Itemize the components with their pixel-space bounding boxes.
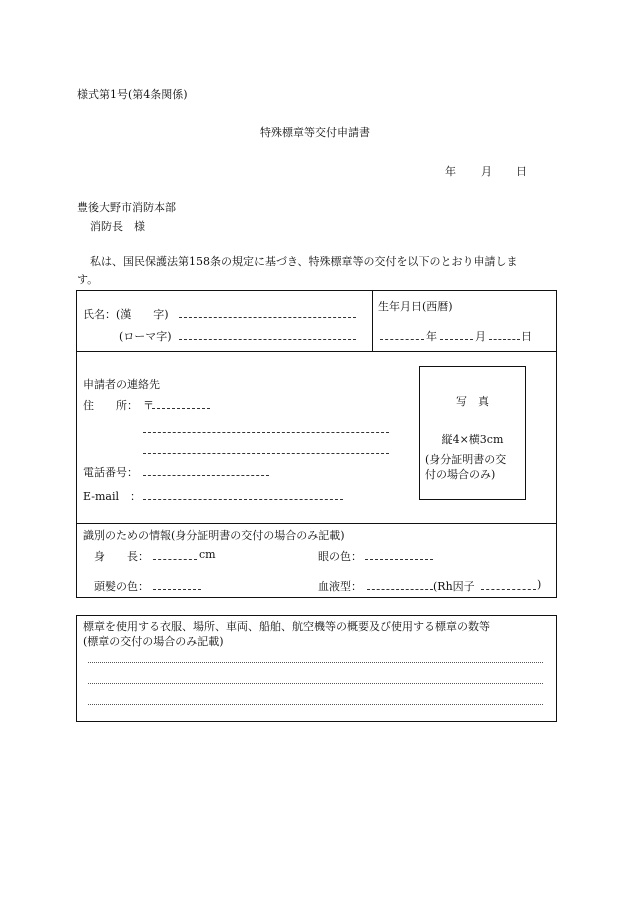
postal-code-field[interactable]: [152, 397, 210, 409]
birth-year-field[interactable]: [380, 328, 424, 340]
postal-mark: 〒: [143, 399, 154, 412]
birthdate-label: 生年月日(西暦): [378, 300, 453, 313]
photo-title: 写 真: [456, 395, 489, 408]
email-label: E-mail ：: [83, 490, 141, 503]
blood-type-label: 血液型：: [318, 580, 362, 593]
height-label: 身 長：: [94, 550, 149, 563]
intro-text-line1: 私は、国民保護法第158条の規定に基づき、特殊標章等の交付を以下のとおり申請しま: [90, 255, 518, 268]
emblem-usage-heading: 標章を使用する衣服、場所、車両、船舶、航空機等の概要及び使用する標章の数等: [83, 620, 490, 633]
hair-color-label: 頭髪の色：: [94, 580, 149, 593]
birth-month-field[interactable]: [440, 328, 473, 340]
blood-type-field[interactable]: [367, 578, 433, 590]
divider-line: [76, 523, 557, 524]
divider-line: [76, 351, 557, 352]
date-day: 日: [516, 165, 527, 178]
birth-day-unit: 日: [521, 330, 532, 343]
birth-month-unit: 月: [475, 330, 486, 343]
rh-factor-field[interactable]: [481, 578, 536, 590]
document-title: 特殊標章等交付申請書: [260, 126, 370, 139]
date-year: 年: [445, 165, 456, 178]
address-label: 住 所：: [83, 399, 138, 412]
intro-text-line2: す。: [77, 273, 99, 286]
emblem-usage-line[interactable]: [88, 662, 543, 663]
photo-note-line1: (身分証明書の交: [425, 453, 507, 466]
name-kanji-label: 氏名：(漢 字): [83, 308, 169, 321]
rh-factor-label: (Rh因子: [433, 580, 475, 593]
address-field-line1[interactable]: [143, 421, 389, 433]
identification-heading: 識別のための情報(身分証明書の交付の場合のみ記載): [83, 529, 345, 542]
emblem-usage-subheading: (標章の交付の場合のみ記載): [83, 635, 224, 648]
photo-note-line2: 付の場合のみ): [425, 468, 496, 481]
name-kanji-field[interactable]: [179, 306, 356, 318]
height-field[interactable]: [153, 548, 197, 560]
eye-color-field[interactable]: [365, 548, 433, 560]
eye-color-label: 眼の色：: [318, 550, 362, 563]
date-month: 月: [481, 165, 492, 178]
birth-day-field[interactable]: [489, 328, 520, 340]
photo-size: 縦4×横3cm: [441, 433, 504, 446]
emblem-usage-line[interactable]: [88, 683, 543, 684]
name-romaji-field[interactable]: [179, 328, 356, 340]
name-romaji-label: (ローマ字): [119, 330, 172, 343]
form-number: 様式第1号(第4条関係): [77, 88, 188, 101]
address-field-line2[interactable]: [143, 442, 389, 454]
addressee-person: 消防長 様: [90, 220, 145, 233]
rh-factor-close: ): [537, 578, 542, 591]
emblem-usage-line[interactable]: [88, 704, 543, 705]
hair-color-field[interactable]: [153, 578, 201, 590]
height-unit: cm: [199, 548, 216, 561]
email-field[interactable]: [143, 488, 343, 500]
birth-year-unit: 年: [426, 330, 437, 343]
addressee-org: 豊後大野市消防本部: [77, 201, 176, 214]
phone-field[interactable]: [143, 464, 269, 476]
contact-heading: 申請者の連絡先: [83, 378, 160, 391]
divider-line: [372, 290, 373, 351]
phone-label: 電話番号：: [83, 466, 138, 479]
